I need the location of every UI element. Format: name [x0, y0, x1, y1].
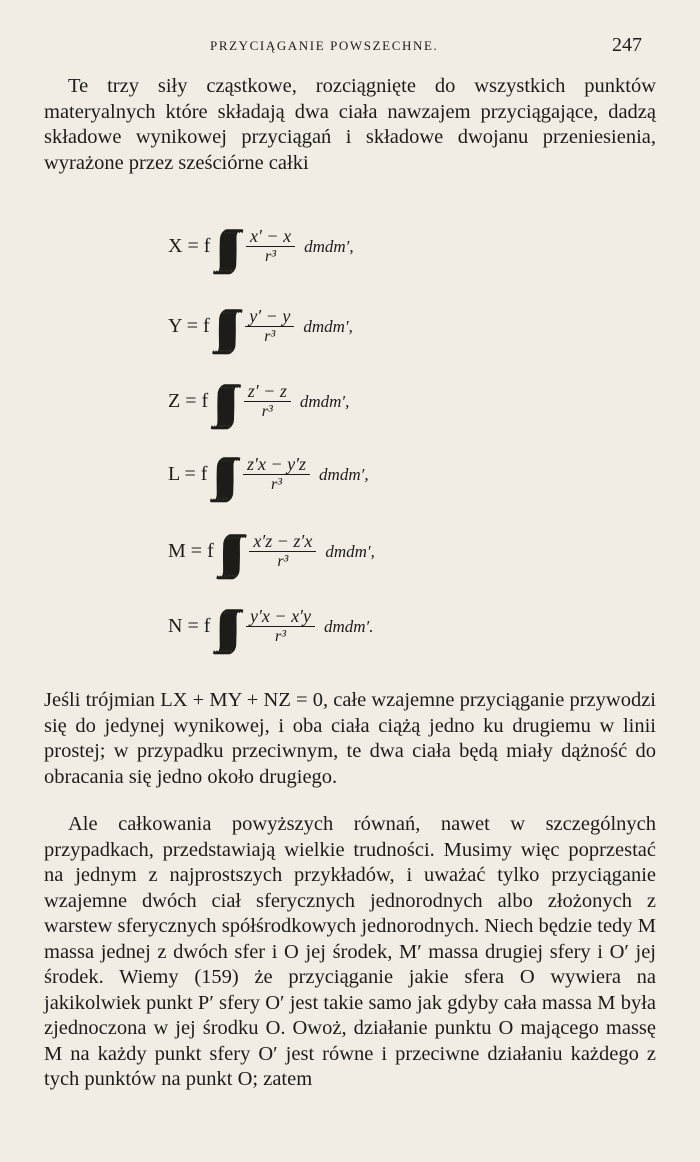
equation-lhs: Z = f: [168, 390, 209, 412]
equation-n: [168, 600, 374, 658]
differential-term: dmdm′,: [325, 541, 375, 561]
paragraph-trinomial: Jeśli trójmian LX + MY + NZ = 0, całe wzajemne przyciąganie przywodzi się do jedynej wynikowej, i oba ciała ciążą jedno ku drugiemu w linii prostej; w przypadku przeciwnym, te dwa ciała będą miały dążność do obracania się jedno około drugiego.: [44, 689, 656, 788]
fraction-numerator: z′ − z: [244, 381, 291, 402]
equation-m: [168, 525, 375, 583]
fraction: [244, 381, 291, 422]
integral-signs: ∫∫∫∫∫∫: [213, 376, 229, 427]
differential-term: dmdm′,: [299, 391, 350, 411]
fraction-numerator: y′ − y: [245, 306, 294, 327]
equation-z: [168, 375, 349, 433]
fraction: [246, 226, 295, 267]
equation-lhs: M = f: [168, 540, 214, 562]
equation-lhs: L = f: [168, 463, 208, 485]
fraction-numerator: z′x − y′z: [243, 454, 310, 475]
fraction-numerator: x′ − x: [246, 226, 295, 247]
differential-term: dmdm′,: [319, 464, 369, 484]
equation-lhs: X = f: [168, 235, 211, 257]
integral-signs: ∫∫∫∫∫∫: [212, 449, 229, 500]
differential-term: dmdm′,: [303, 316, 353, 336]
paragraph-intro: Te trzy siły cząstkowe, rozciągnięte do wszystkich punktów materyalnych które składają dwa ciała nawzajem przyciągające, dadzą składowe wynikowej przyciągań i składowe dwojanu przeniesienia, wyrażone przez sześciórne całki: [44, 75, 656, 174]
equation-y: [168, 300, 353, 358]
fraction-denominator: r³: [277, 553, 289, 570]
equation-lhs: N = f: [168, 615, 211, 637]
fraction-denominator: r³: [265, 248, 277, 265]
differential-term: dmdm′.: [323, 616, 374, 636]
equation-x: [168, 220, 354, 278]
paragraph-spheres: Ale całkowania powyższych równań, nawet w szczególnych przypadkach, przedstawiają wielkie trudności. Musimy więc poprzestać na jednym z najprostszych przykładów, i uważać tylko przyciąganie wzajemne dwóch ciał sferycznych jednorodnych albo złożonych z warstew sferycznych spółśrodkowych jednorodnych. Niech będzie tedy M massa jednej z dwóch sfer i O jej środek, M′ massa drugiej sfery i O′ jej środek. Wiemy (159) że przyciąganie jakie sfera O wywiera na jakikolwiek punkt P′ sfery O′ jest takie samo jak gdyby cała massa M była zjednoczona w jej środku O. Owoż, działanie punktu O mającego massę M na każdy punkt sfery O′ jest równe i przeciwne działaniu każdego z tych punktów na punkt O; zatem: [44, 813, 656, 1090]
fraction: [245, 306, 294, 347]
fraction-denominator: r³: [271, 476, 283, 493]
integral-signs: ∫∫∫∫∫∫: [218, 526, 235, 577]
integral-signs: ∫∫∫∫∫∫: [214, 301, 231, 352]
fraction-denominator: r³: [261, 403, 273, 420]
equation-l: [168, 448, 369, 506]
fraction: [246, 606, 315, 647]
fraction-denominator: r³: [264, 328, 276, 345]
fraction: [249, 531, 316, 572]
fraction: [243, 454, 310, 495]
page-number: 247: [612, 34, 642, 56]
running-head: PRZYCIĄGANIE POWSZECHNE.: [210, 38, 439, 53]
differential-term: dmdm′,: [304, 236, 354, 256]
fraction-numerator: x′z − z′x: [249, 531, 316, 552]
fraction-numerator: y′x − x′y: [246, 606, 315, 627]
integral-signs: ∫∫∫∫∫∫: [215, 221, 231, 272]
equation-lhs: Y = f: [168, 315, 210, 337]
fraction-denominator: r³: [274, 628, 286, 645]
integral-signs: ∫∫∫∫∫∫: [215, 601, 231, 652]
